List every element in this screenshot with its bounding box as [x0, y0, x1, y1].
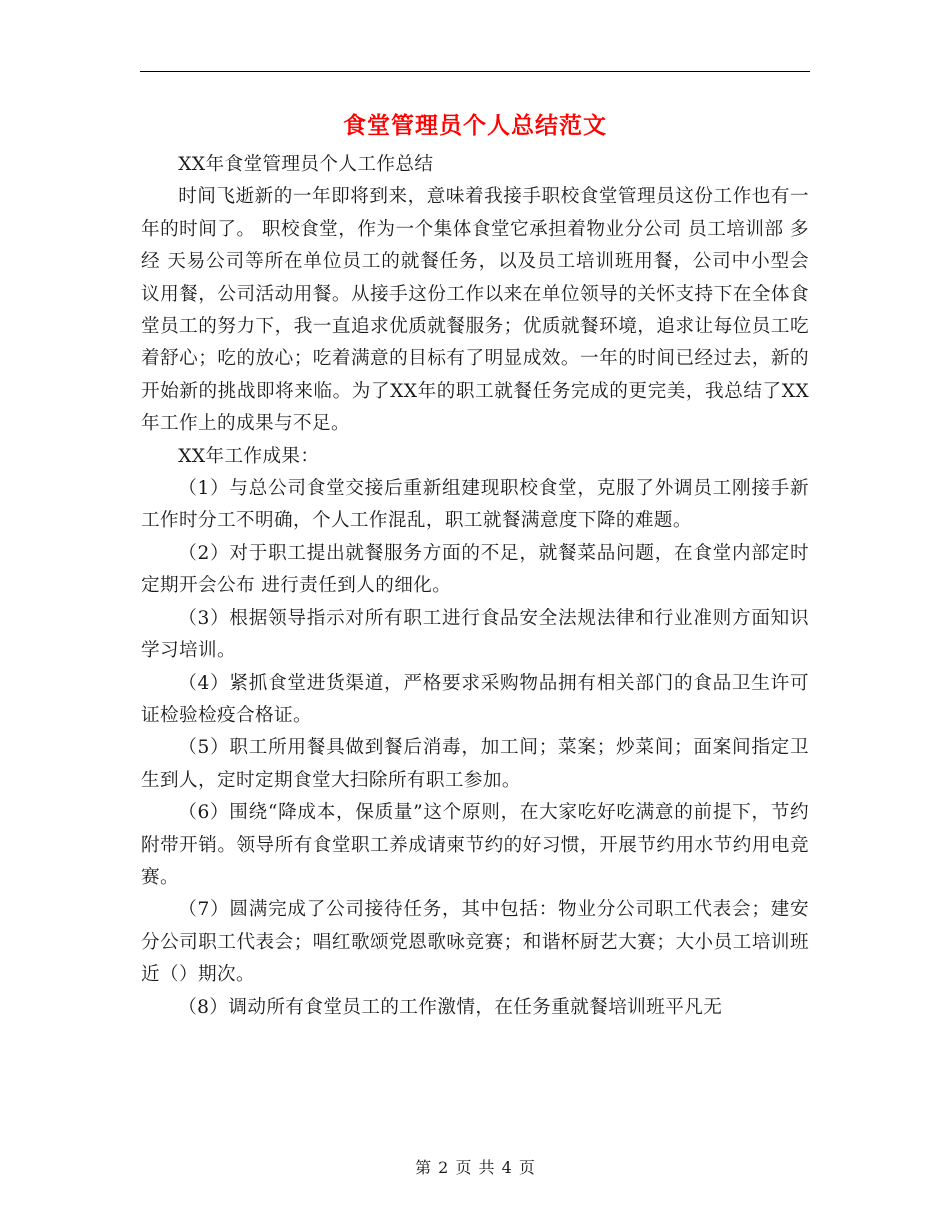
paragraph-section-heading: XX年工作成果： [178, 445, 320, 467]
paragraph-subtitle: XX年食堂管理员个人工作总结 [178, 154, 434, 175]
document-title: 食堂管理员个人总结范文 [343, 112, 607, 139]
paragraph-item-5: （5）职工所用餐具做到餐后消毒，加工间；菜案；炒菜间；面案间指定卫生到人，定时定期食堂大扫除所有职工参加。 [141, 737, 809, 791]
page-number: 第 2 页 共 4 页 [415, 1158, 535, 1177]
paragraph-item-7: （7）圆满完成了公司接待任务，其中包括：物业分公司职工代表会；建安分公司职工代表会；唱红歌颂党恩歌咏竞赛；和谐杯厨艺大赛；大小员工培训班近（）期次。 [141, 899, 809, 986]
document-body [141, 149, 809, 1024]
header-rule [140, 71, 810, 72]
paragraph-intro: 时间飞逝新的一年即将到来，意味着我接手职校食堂管理员这份工作也有一年的时间了。 职校食堂，作为一个集体食堂它承担着物业分公司 员工培训部 多经 天易公司等所在单位员工的就餐任务，以及员工培训班用餐，公司中小型会议用餐，公司活动用餐。从接手这份工作以来在单位领导的关怀支持下在全体食堂员工的努力下，我一直追求优质就餐服务；优质就餐环境，追求让每位员工吃着舒心；吃的放心；吃着满意的目标有了明显成效。一年的时间已经过去，新的开始新的挑战即将来临。为了XX年的职工就餐任务完成的更完美，我总结了XX年工作上的成果与不足。 [141, 186, 809, 435]
paragraph-item-2: （2）对于职工提出就餐服务方面的不足，就餐菜品问题，在食堂内部定时定期开会公布 进行责任到人的细化。 [141, 542, 809, 597]
paragraph-item-6: （6）围绕“降成本，保质量”这个原则，在大家吃好吃满意的前提下，节约附带开销。领导所有食堂职工养成请柬节约的好习惯，开展节约用水节约用电竞赛。 [141, 802, 809, 888]
paragraph-item-3: （3）根据领导指示对所有职工进行食品安全法规法律和行业准则方面知识学习培训。 [141, 607, 809, 662]
paragraph-item-1: （1）与总公司食堂交接后重新组建现职校食堂，克服了外调员工刚接手新工作时分工不明确，个人工作混乱，职工就餐满意度下降的难题。 [141, 478, 809, 532]
paragraph-item-4: （4）紧抓食堂进货渠道，严格要求采购物品拥有相关部门的食品卫生许可证检验检疫合格证。 [141, 672, 809, 726]
paragraph-item-8: （8）调动所有食堂员工的工作激情，在任务重就餐培训班平凡无 [178, 996, 723, 1018]
